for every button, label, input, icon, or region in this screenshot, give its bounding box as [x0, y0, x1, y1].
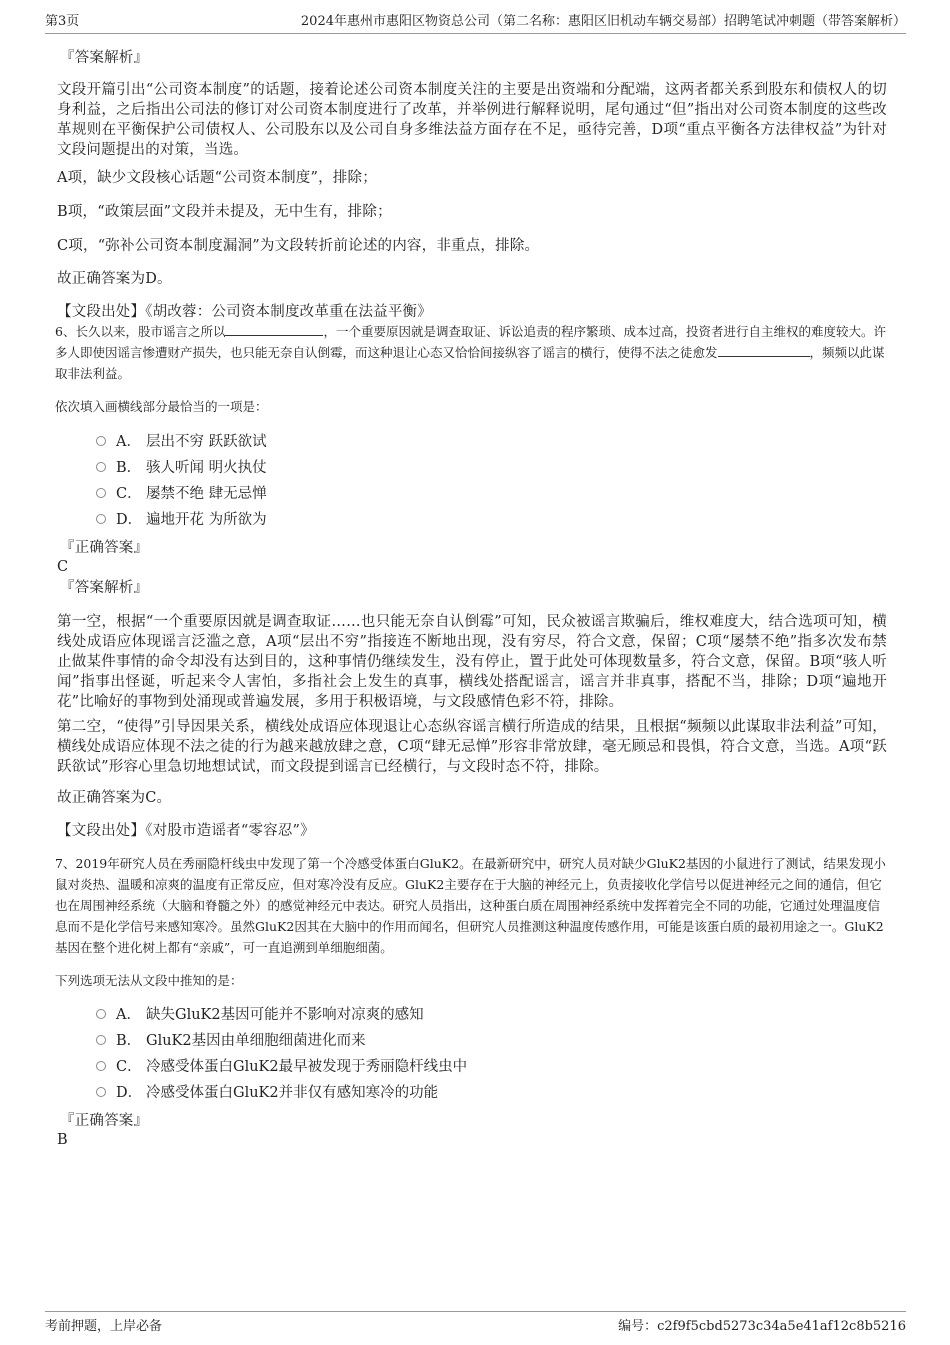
document-title: 2024年惠州市惠阳区物资总公司（第二名称：惠阳区旧机动车辆交易部）招聘笔试冲刺题（带答案解析） [300, 14, 906, 29]
radio-icon[interactable] [96, 1009, 106, 1019]
q6-option-d[interactable]: D． 遍地开花 为所欲为 [96, 509, 267, 531]
q5-analysis-paragraph: 文段开篇引出“公司资本制度”的话题，接着论述公司资本制度关注的主要是出资端和分配端，这两者都关系到股东和债权人的切身利益，之后指出公司法的修订对公司资本制度进行了改革，并举例进行解释说明，尾句通过“但”指出对公司资本制度的这些改革规则在平衡保护公司债权人、公司股东以及公司自身多维法益方面存在不足，亟待完善，D项“重点平衡各方法律权益”为针对文段问题提出的对策，当选。 [57, 82, 887, 158]
radio-icon[interactable] [96, 1035, 106, 1045]
footer-serial: 编号：c2f9f5cbd5273c34a5e41af12c8b5216 [618, 1319, 906, 1334]
q5-analysis-option-a: A项，缺少文段核心话题“公司资本制度”，排除； [57, 170, 377, 186]
q6-stem-part-1: 6、长久以来，股市谣言之所以 [55, 324, 226, 339]
q5-analysis-label: 『答案解析』 [60, 50, 149, 66]
q6-analysis-paragraph-1: 第一空，根据“一个重要原因就是调查取证……也只能无奈自认倒霉”可知，民众被谣言欺骗后，维权难度大，结合选项可知，横线处成语应体现谣言泛滥之意，A项“层出不穷”指接连不断地出现，没有穷尽，符合文意，保留；C项“屡禁不绝”指多次发布禁止做某件事情的命令却没有达到目的，这种事情仍继续发生，没有停止，置于此处可体现数量多，符合文意，保留。B项“骇人听闻”指事出怪诞，听起来令人害怕，多指社会上发生的真事，横线处搭配谣言，谣言并非真事，搭配不当，排除；D项“遍地开花”比喻好的事物到处涌现或普遍发展，多用于积极语境，与文段感情色彩不符，排除。 [57, 614, 887, 710]
page-header [45, 13, 906, 34]
radio-icon[interactable] [96, 1061, 106, 1071]
q6-correct-answer-text: 故正确答案为C。 [57, 790, 172, 806]
q6-answer: C [57, 559, 69, 575]
radio-icon[interactable] [96, 436, 106, 446]
q6-blank-1 [225, 322, 323, 336]
q6-analysis-label: 『答案解析』 [60, 580, 149, 596]
radio-icon[interactable] [96, 462, 106, 472]
page-footer [45, 1311, 906, 1334]
q6-option-a[interactable]: A． 层出不穷 跃跃欲试 [96, 431, 267, 453]
q6-prompt: 依次填入画横线部分最恰当的一项是： [55, 399, 268, 414]
q7-option-a[interactable]: A． 缺失GluK2基因可能并不影响对凉爽的感知 [96, 1004, 424, 1026]
q5-analysis-option-b: B项，“政策层面”文段并未提及，无中生有，排除； [57, 204, 392, 220]
q7-option-b[interactable]: B． GluK2基因由单细胞细菌进化而来 [96, 1030, 366, 1052]
q7-option-c[interactable]: C． 冷感受体蛋白GluK2最早被发现于秀丽隐杆线虫中 [96, 1056, 467, 1078]
q7-stem: 7、2019年研究人员在秀丽隐杆线虫中发现了第一个冷感受体蛋白GluK2。在最新研究中，研究人员对缺少GluK2基因的小鼠进行了测试，结果发现小鼠对炎热、温暖和凉爽的温度有正常反应，但对寒冷没有反应。GluK2主要存在于大脑的神经元上，负责接收化学信号以促进神经元之间的通信，但它也在周围神经系统（大脑和脊髓之外）的感觉神经元中表达。研究人员指出，这种蛋白质在周围神经系统中发挥着完全不同的功能，它通过处理温度信息而不是化学信号来感知寒冷。虽然GluK2因其在大脑中的作用而闻名，但研究人员推测这种温度传感作用，可能是该蛋白质的最初用途之一。GluK2基因在整个进化树上都有“亲戚”，可一直追溯到单细胞细菌。 [55, 856, 886, 955]
radio-icon[interactable] [96, 514, 106, 524]
q5-correct-answer-text: 故正确答案为D。 [57, 271, 172, 287]
q6-option-c[interactable]: C． 屡禁不绝 肆无忌惮 [96, 483, 267, 505]
q7-answer-label: 『正确答案』 [60, 1113, 149, 1129]
q6-stem-part-3: ，频频以此谋取非法利益。 [55, 345, 885, 381]
page-number: 第3页 [45, 14, 80, 29]
q7-answer: B [57, 1132, 68, 1148]
q7-option-d[interactable]: D． 冷感受体蛋白GluK2并非仅有感知寒冷的功能 [96, 1082, 438, 1104]
footer-slogan: 考前押题，上岸必备 [45, 1319, 163, 1334]
q6-source: 【文段出处】《对股市造谣者“零容忍”》 [57, 823, 315, 839]
q6-stem [55, 321, 891, 384]
radio-icon[interactable] [96, 1087, 106, 1097]
q6-stem-part-2: ，一个重要原因就是调查取证、诉讼追责的程序繁琐、成本过高，投资者进行自主维权的难度较大。许多人即使因谣言惨遭财产损失，也只能无奈自认倒霉，而这种退让心态又恰恰间接纵容了谣言的横行，使得不法之徒愈发 [55, 324, 886, 360]
q6-blank-2 [718, 343, 810, 357]
radio-icon[interactable] [96, 488, 106, 498]
q6-answer-label: 『正确答案』 [60, 540, 149, 556]
q5-analysis-option-c: C项，“弥补公司资本制度漏洞”为文段转折前论述的内容，非重点，排除。 [57, 238, 540, 254]
q5-source: 【文段出处】《胡改蓉：公司资本制度改革重在法益平衡》 [57, 304, 432, 320]
q6-option-b[interactable]: B． 骇人听闻 明火执仗 [96, 457, 267, 479]
q7-prompt: 下列选项无法从文段中推知的是： [55, 973, 243, 988]
q6-analysis-paragraph-2: 第二空，“使得”引导因果关系，横线处成语应体现退让心态纵容谣言横行所造成的结果，且根据“频频以此谋取非法利益”可知，横线处成语应体现不法之徒的行为越来越放肆之意，C项“肆无忌惮”形容非常放肆，毫无顾忌和畏惧，符合文意，当选。A项“跃跃欲试”形容心里急切地想试试，而文段提到谣言已经横行，与文段时态不符，排除。 [57, 719, 887, 775]
